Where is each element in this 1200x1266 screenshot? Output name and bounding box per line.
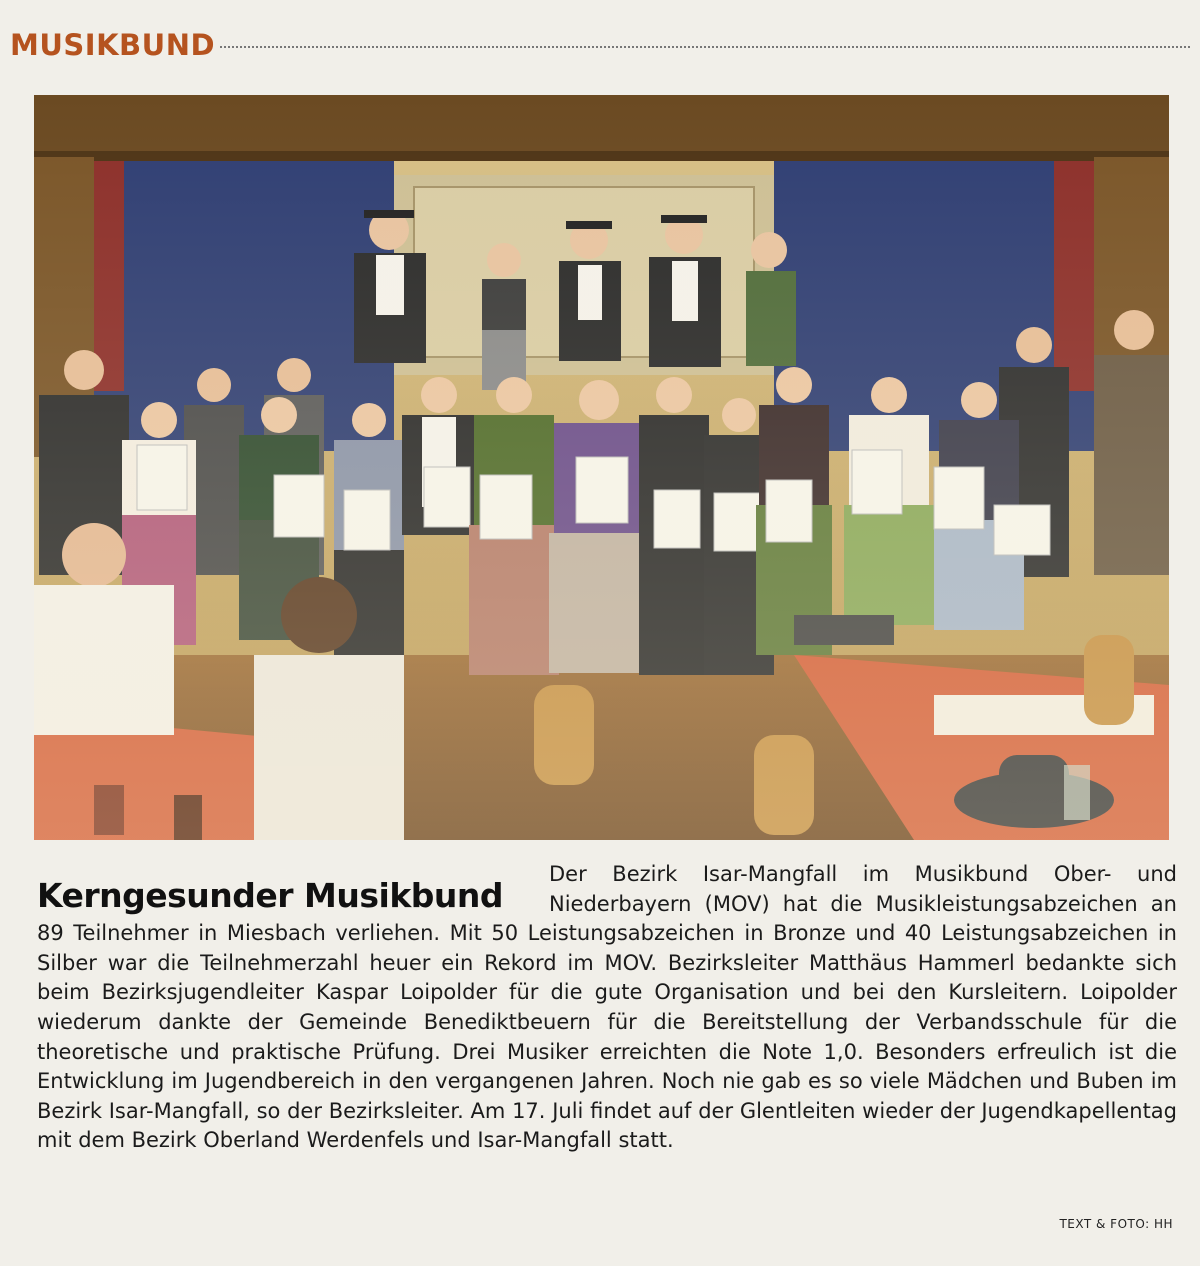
article-body: Der Bezirk Isar-Mangfall im Musikbund Ober- und Niederbayern (MOV) hat die Musikleistungsabzeichen an 89 Teilnehmer in Miesbach verliehen. Mit 50 Leistungsabzeichen in Bronze und 40 Leistungsabzeichen in Silber war die Teilnehmerzahl heuer ein Rekord im MOV. Bezirksleiter Matthäus Hammerl bedankte sich beim Bezirksjugendleiter Kaspar Loipolder für die gute Organisation und bei den Kursleitern. Loipolder wiederum dankte der Gemeinde Benediktbeuern für die Bereitstellung der Verbandsschule für die theoretische und praktische Prüfung. Drei Musiker erreichten die Note 1,0. Besonders erfreulich ist die Entwicklung im Jugendbereich in den vergangenen Jahren. Noch nie gab es so viele Mädchen und Buben im Bezirk Isar-Mangfall, so der Bezirksleiter. Am 17. Juli findet auf der Glentleiten wieder der Jugendkapellentag mit dem Bezirk Oberland Werdenfels und Isar-Mangfall statt. [37,862,1177,1153]
photo-credit: TEXT & FOTO: HH [1059,1217,1173,1231]
article-headline: Kerngesunder Musikbund [37,876,504,915]
group-photo-image [34,95,1169,840]
section-header [10,26,1190,66]
dotted-rule [220,46,1190,48]
article-text-block [37,860,1177,1255]
section-label: MUSIKBUND [10,28,216,62]
article-photo [34,95,1169,840]
